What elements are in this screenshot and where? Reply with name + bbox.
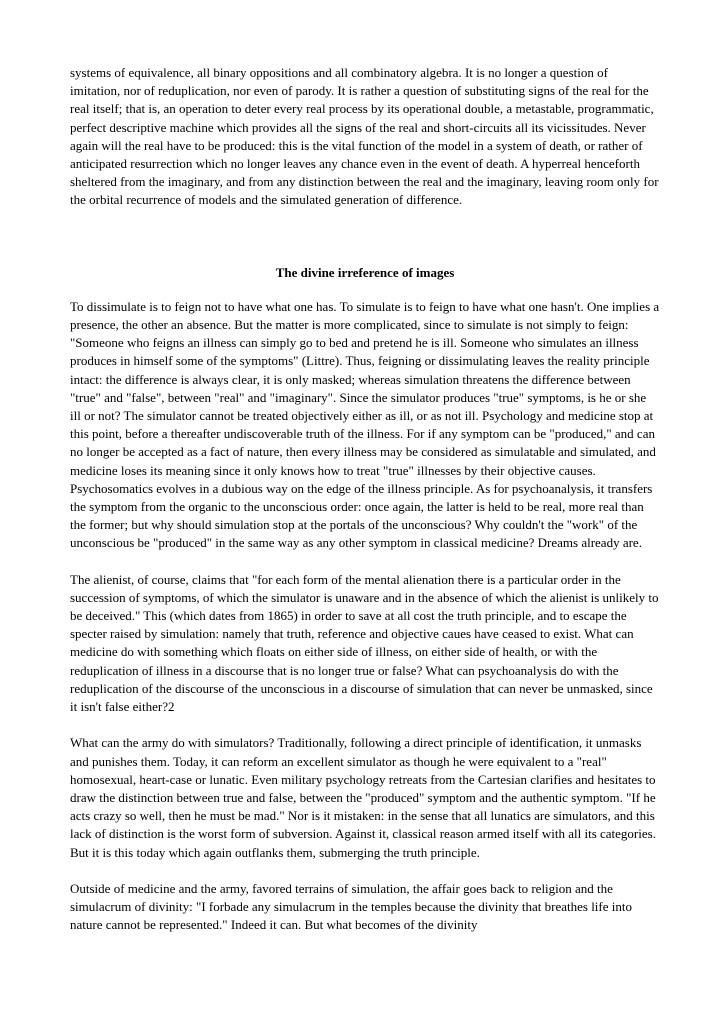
spacer	[70, 282, 660, 298]
spacer	[70, 862, 660, 880]
document-page	[70, 64, 660, 934]
paragraph-alienist: The alienist, of course, claims that "for each form of the mental alienation there is a particular order in the succession of symptoms, of which the simulator is unaware and in the absence of which the alienist is unlikely to be deceived." This (which dates from 1865) in order to save at all cost the truth principle, and to escape the specter raised by simulation: namely that truth, reference and objective caues have ceased to exist. What can medicine do with something which floats on either side of illness, on either side of health, or with the reduplication of illness in a discourse that is no longer true or false? What can psychoanalysis do with the reduplication of the discourse of the unconscious in a discourse of simulation that can never be unmasked, since it isn't false either?2	[70, 571, 659, 715]
spacer	[70, 716, 660, 734]
spacer	[70, 210, 660, 264]
section-title: The divine irreference of images	[275, 264, 455, 280]
spacer	[70, 553, 660, 571]
paragraph-intro: systems of equivalence, all binary oppositions and all combinatory algebra. It is no longer a question of imitation, nor of reduplication, nor even of parody. It is rather a question of substituting signs of the real for the real itself; that is, an operation to deter every real process by its operational double, a metastable, programmatic, perfect descriptive machine which provides all the signs of the real and short-circuits all its vicissitudes. Never again will the real have to be produced: this is the vital function of the model in a system of death, or rather of anticipated resurrection which no longer leaves any chance even in the event of death. A hyperreal henceforth sheltered from the imaginary, and from any distinction between the real and the imaginary, leaving room only for the orbital recurrence of models and the simulated generation of difference.	[70, 65, 659, 208]
paragraph-army: What can the army do with simulators? Traditionally, following a direct principle of identification, it unmasks and punishes them. Today, it can reform an excellent simulator as though he were equivalent to a "real" homosexual, heart-case or lunatic. Even military psychology retreats from the Cartesian clarifies and hesitates to draw the distinction between true and false, between the "produced" symptom and the authentic symptom. "If he acts crazy so well, then he must be mad." Nor is it mistaken: in the sense that all lunatics are simulators, and this lack of distinction is the worst form of subversion. Against it, classical reason armed itself with all its categories. But it is this today which again outflanks them, submerging the truth principle.	[70, 735, 656, 860]
paragraph-dissimulate: To dissimulate is to feign not to have what one has. To simulate is to feign to have what one hasn't. One implies a presence, the other an absence. But the matter is more complicated, since to simulate is not simply to feign: "Someone who feigns an illness can simply go to bed and pretend he is ill. Someone who simulates an illness produces in himself some of the symptoms" (Littre). Thus, feigning or dissimulating leaves the reality principle intact: the difference is always clear, it is only masked; whereas simulation threatens the difference between "true" and "false", between "real" and "imaginary". Since the simulator produces "true" symptoms, is he or she ill or not? The simulator cannot be treated objectively either as ill, or as not ill. Psychology and medicine stop at this point, before a thereafter undiscoverable truth of the illness. For if any symptom can be "produced," and can no longer be accepted as a fact of nature, then every illness may be considered as simulatable and simulated, and medicine loses its meaning since it only knows how to treat "true" illnesses by their objective causes. Psychosomatics evolves in a dubious way on the edge of the illness principle. As for psychoanalysis, it transfers the symptom from the organic to the unconscious order: once again, the latter is held to be real, more real than the former; but why should simulation stop at the portals of the unconscious? Why couldn't the "work" of the unconscious be "produced" in the same way as any other symptom in classical medicine? Dreams already are.	[70, 298, 660, 551]
paragraph-religion: Outside of medicine and the army, favored terrains of simulation, the affair goes back to religion and the simulacrum of divinity: "I forbade any simulacrum in the temples because the divinity that breathes life into nature cannot be represented." Indeed it can. But what becomes of the divinity	[70, 880, 632, 933]
